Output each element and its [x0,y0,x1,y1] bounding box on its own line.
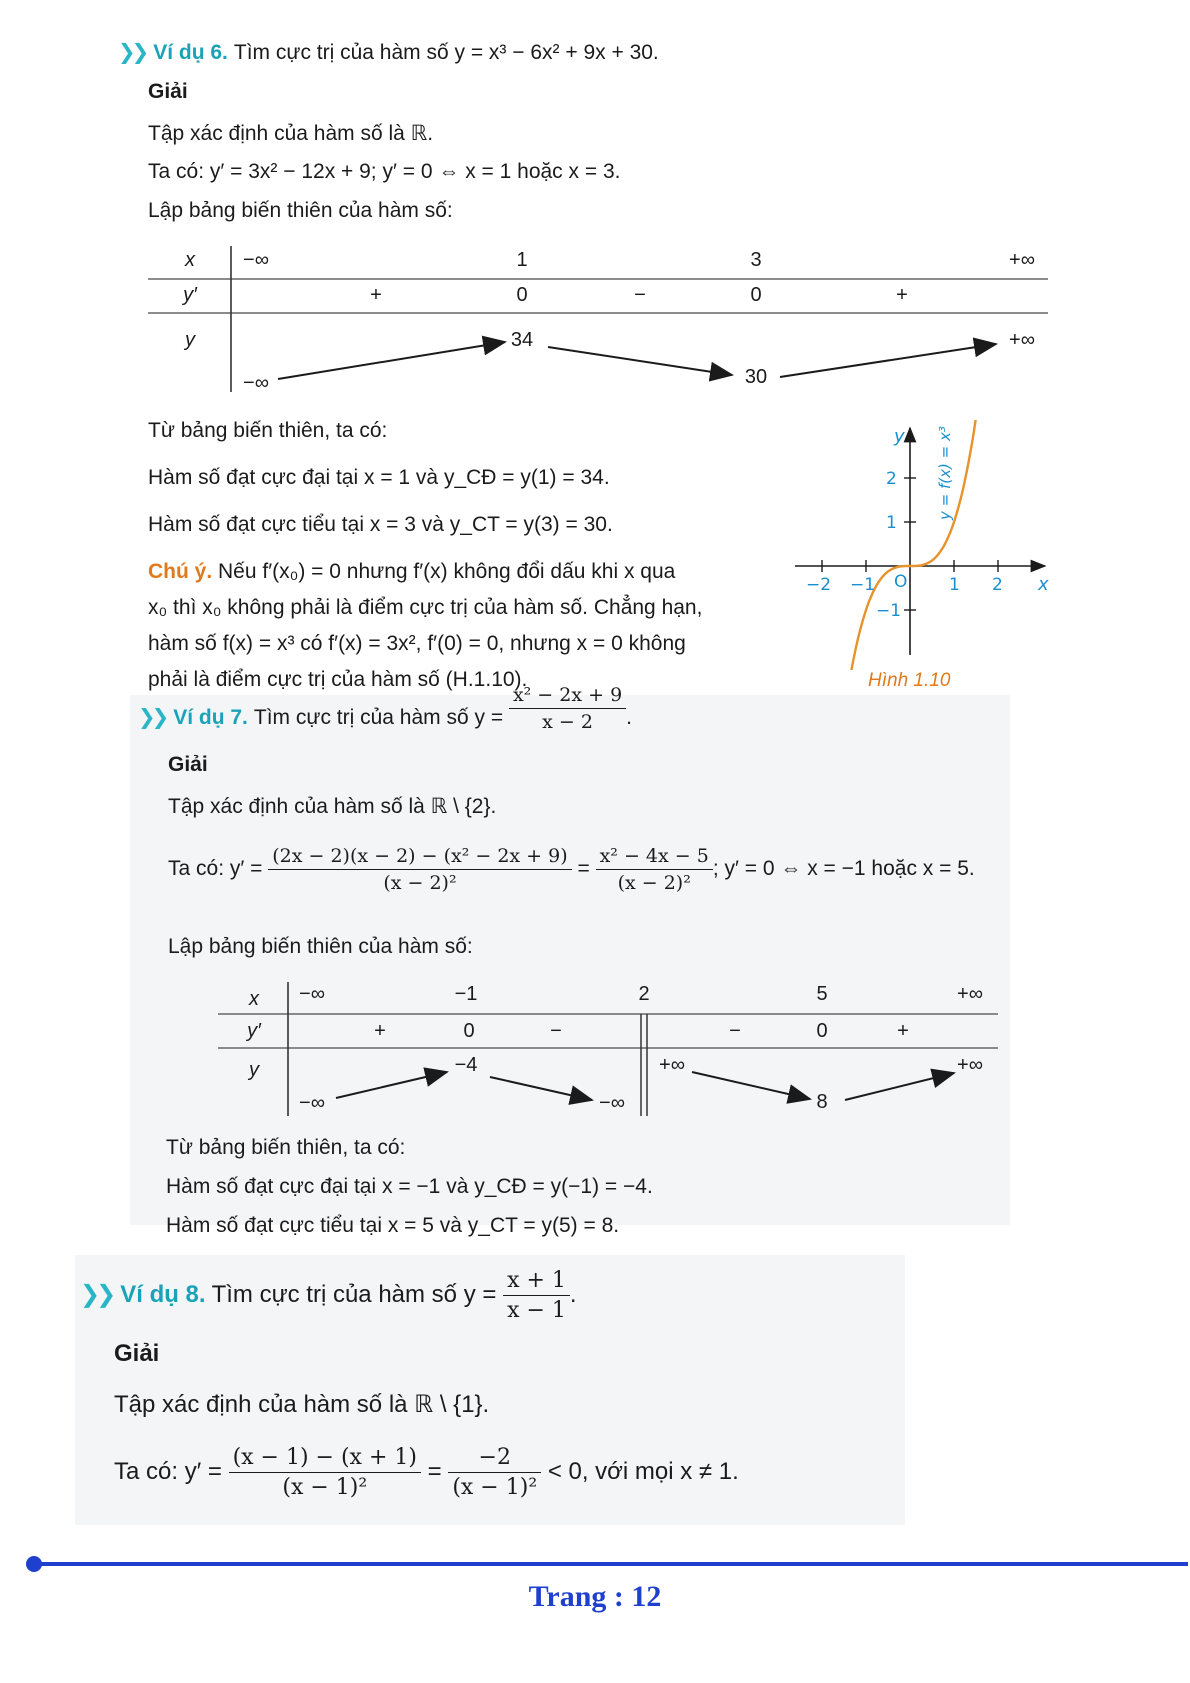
arrow-down-a [490,1077,592,1100]
note-line-2: x₀ thì x₀ không phải là điểm cực trị của hàm số. Chẳng hạn, [148,596,703,619]
arrow-up-b [845,1073,954,1100]
table2-x-2: 2 [638,983,650,1005]
table1-x-2: 3 [750,249,762,271]
frac-num: x² − 4x − 5 [596,845,713,870]
table1-yp-2: − [634,284,646,306]
table2-y-1: −4 [454,1054,478,1076]
table1-y-2: 30 [744,366,768,388]
example8-derivative [114,1445,739,1500]
example6-conclusion-intro: Từ bảng biến thiên, ta có: [148,419,388,442]
table2-row-x: x [249,988,259,1010]
derivative-prefix: Ta có: y′ = [168,857,263,881]
frac-num: −2 [448,1445,541,1473]
axis-y-label: y [894,426,905,447]
table2-y-0: −∞ [299,1092,325,1114]
x-tick-1: 1 [949,575,960,595]
x-tick-neg1: −1 [850,575,876,595]
table1-yp-3: 0 [750,284,762,306]
example8-label: Ví dụ 8. [120,1280,206,1308]
example6-label: Ví dụ 6. [153,41,228,64]
frac-num: x + 1 [503,1268,570,1296]
example7-min: Hàm số đạt cực tiểu tại x = 5 và y_CT = y(5) = 8. [166,1214,620,1237]
table1-row-y: y [185,329,195,351]
table1-yp-0: + [370,284,382,306]
chevron-icon: ❯❯ [80,1280,113,1308]
table2-yp-4: 0 [816,1020,828,1042]
example8-domain: Tập xác định của hàm số là ℝ \ {1}. [114,1391,490,1418]
table2-row-yp: y′ [247,1020,261,1042]
x-tick-neg2: −2 [806,575,832,595]
x-tick-2: 2 [992,575,1003,595]
derivative-fraction-2 [448,1445,541,1500]
example6-min: Hàm số đạt cực tiểu tại x = 3 và y_CT = y(3) = 30. [148,513,613,536]
example6-derivative: Ta có: y′ = 3x² − 12x + 9; y′ = 0 ⇔ x = 1 hoặc x = 3. [148,160,621,183]
frac-num: x² − 2x + 9 [509,684,626,709]
arrow-up-a [336,1072,447,1098]
example7-solution-heading: Giải [168,753,208,776]
y-tick-1: 1 [886,513,897,533]
frac-num: (2x − 2)(x − 2) − (x² − 2x + 9) [268,845,571,870]
frac-den: (x − 1)² [452,1475,538,1500]
table1-y-1: 34 [510,329,534,351]
table1-x-1: 1 [516,249,528,271]
example8-title-fraction [503,1268,570,1323]
table2-yp-0: + [374,1020,386,1042]
table1-x-3: +∞ [1009,249,1035,271]
table2-y-4: 8 [816,1091,828,1113]
table2-x-0: −∞ [299,983,325,1005]
frac-den: x − 1 [507,1298,566,1323]
table2-row-y: y [249,1059,259,1081]
curve-label: y = f(x) = x³ [936,426,954,520]
example6-solution-heading: Giải [148,80,188,103]
footer-rule [0,1550,1190,1580]
table1-x-0: −∞ [243,249,269,271]
example7-heading: ❯❯ Ví dụ 7. Tìm cực trị của hàm số y = $\frac{\text{x² − 2x + 9}}{x - 2}$ . [138,684,633,733]
example7-label: Ví dụ 7. [173,706,248,730]
table2-y-5: +∞ [957,1054,983,1076]
note-text-1: Nếu f′(x₀) = 0 nhưng f′(x) không đổi dấu khi x qua [218,560,676,583]
frac-den: (x − 2)² [383,872,457,894]
frac-den: x − 2 [542,711,593,733]
example6-title: Tìm cực trị của hàm số y = x³ − 6x² + 9x + 30. [233,41,659,64]
page-number: Trang : 12 [528,1580,662,1613]
example6-domain: Tập xác định của hàm số là ℝ. [148,122,434,145]
example8-heading: ❯❯ Ví dụ 8. Tìm cực trị của hàm số y = $\frac{x + 1}{x - 1}$ . [80,1268,577,1323]
arrow-down-b [692,1072,810,1099]
example7-max: Hàm số đạt cực đại tại x = −1 và y_CĐ = y(−1) = −4. [166,1175,653,1198]
table1-yp-1: 0 [516,284,528,306]
derivative-suffix: < 0, với mọi x ≠ 1. [547,1457,739,1485]
table1-y-3: +∞ [1009,329,1035,351]
origin-label: O [894,572,908,592]
table2-yp-2: − [550,1020,562,1042]
frac-den: (x − 2)² [617,872,691,894]
example7-domain: Tập xác định của hàm số là ℝ \ {2}. [168,795,497,818]
y-tick-neg1: −1 [876,601,902,621]
frac-den: (x − 1)² [282,1475,368,1500]
derivative-prefix: Ta có: y′ = [114,1457,222,1485]
note-line-3: hàm số f(x) = x³ có f′(x) = 3x², f′(0) = 0, nhưng x = 0 không [148,632,686,655]
example7-table-intro: Lập bảng biến thiên của hàm số: [168,935,473,958]
table1-row-x: x [185,249,195,271]
table2-yp-1: 0 [463,1020,475,1042]
table2-x-1: −1 [454,983,478,1005]
example8-solution-heading: Giải [114,1340,160,1367]
table1-y-0: −∞ [243,372,269,394]
table1-yp-4: + [896,284,908,306]
table2-x-3: 5 [816,983,828,1005]
table2-y-3: +∞ [659,1054,685,1076]
chevron-icon: ❯❯ [138,706,166,730]
table2-x-4: +∞ [957,983,983,1005]
table2-yp-5: + [897,1020,909,1042]
note-label: Chú ý. [148,560,213,583]
equals-sign: = [577,857,590,881]
example6-table-intro: Lập bảng biến thiên của hàm số: [148,199,453,222]
equals-sign: = [427,1457,442,1485]
note-line-4: phải là điểm cực trị của hàm số (H.1.10). [148,668,528,691]
derivative-suffix: ; y′ = 0 ⇔ x = −1 hoặc x = 5. [712,857,975,881]
y-tick-2: 2 [886,469,897,489]
table2-y-2: −∞ [599,1092,625,1114]
derivative-fraction-1 [229,1445,421,1500]
table1-row-yp: y′ [183,284,197,306]
example7-conclusion-intro: Từ bảng biến thiên, ta có: [166,1136,406,1159]
example8-title: Tìm cực trị của hàm số y = [211,1280,497,1308]
chevron-icon: ❯❯ [118,41,146,64]
example7-title: Tìm cực trị của hàm số y = [253,706,504,730]
axis-x-label: x [1038,574,1049,595]
figure-caption: Hình 1.10 [868,670,951,691]
example6-max: Hàm số đạt cực đại tại x = 1 và y_CĐ = y(1) = 34. [148,466,610,489]
table2-yp-3: − [729,1020,741,1042]
frac-num: (x − 1) − (x + 1) [229,1445,421,1473]
